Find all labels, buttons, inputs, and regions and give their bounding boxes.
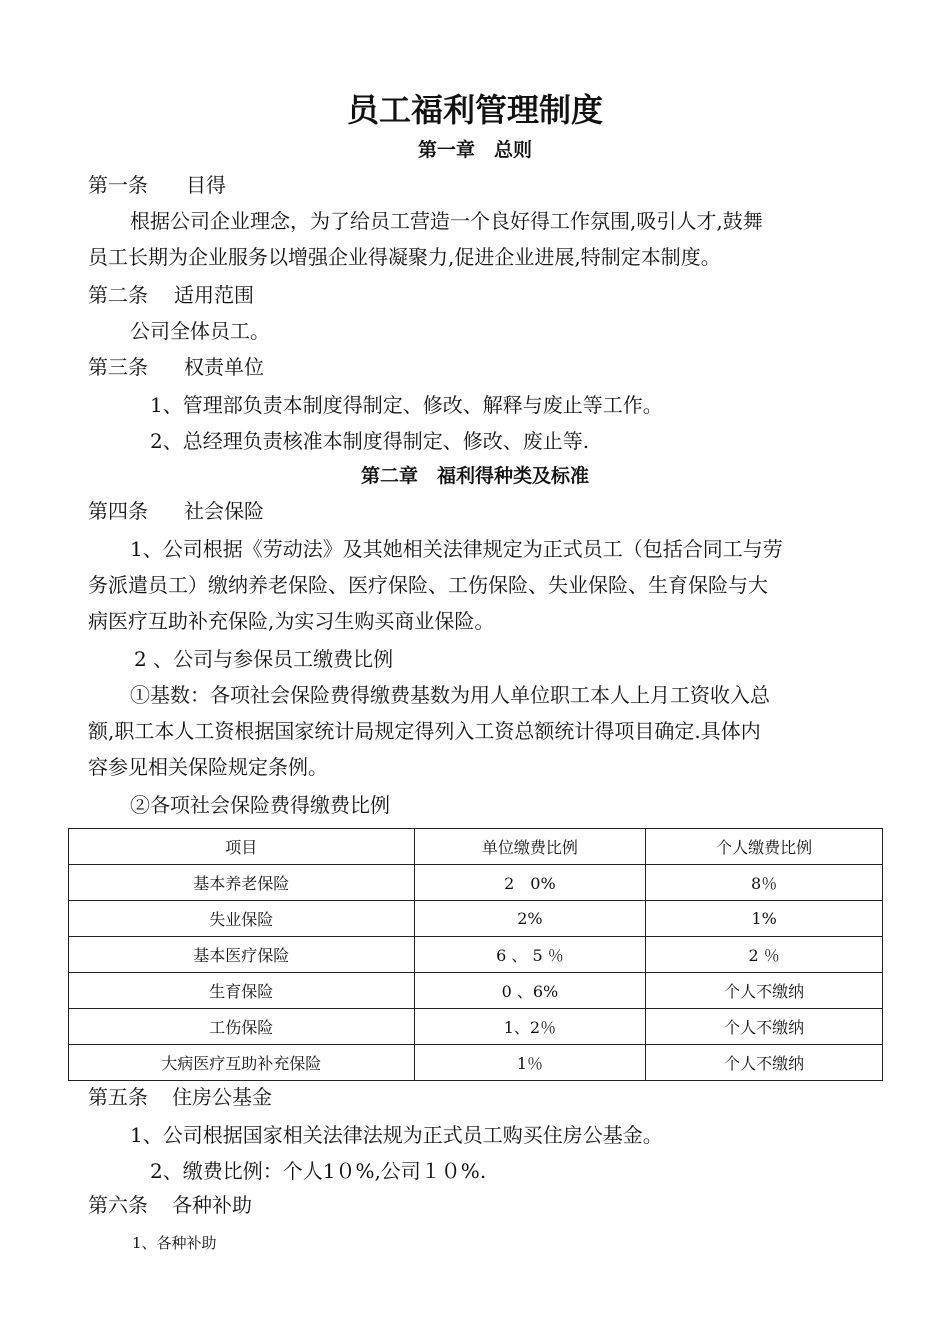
table-cell: 2 ％	[646, 937, 883, 973]
article-4-title: 社会保险	[184, 499, 264, 523]
article-1-paragraph-line: 根据公司企业理念，为了给员工营造一个良好得工作氛围,吸引人才,鼓舞	[130, 209, 763, 233]
article-3-item-1: 1、管理部负责本制度得制定、修改、解释与废止等工作。	[150, 393, 663, 417]
article-5-title: 住房公基金	[172, 1085, 272, 1109]
table-cell: 失业保险	[69, 901, 415, 937]
article-1-heading	[88, 170, 226, 200]
article-3-heading	[88, 352, 264, 382]
table-cell: 大病医疗互助补充保险	[69, 1045, 415, 1081]
article-6-label: 第六条	[88, 1193, 148, 1217]
table-cell: 2 0%	[414, 865, 646, 901]
table-header-cell: 个人缴费比例	[646, 829, 883, 865]
article-1-paragraph-line: 员工长期为企业服务以增强企业得凝聚力,促进企业进展,特制定本制度。	[88, 245, 721, 269]
chapter-1-heading: 第一章 总则	[417, 139, 532, 161]
article-4-subheading: 2 、公司与参保员工缴费比例	[134, 647, 394, 671]
table-cell: 8％	[646, 865, 883, 901]
table-cell: 个人不缴纳	[646, 1009, 883, 1045]
table-cell: 个人不缴纳	[646, 973, 883, 1009]
table-cell: 1%	[646, 901, 883, 937]
table-cell: 6 、 5 ％	[414, 937, 646, 973]
table-row	[69, 1009, 883, 1045]
article-1-label: 第一条	[88, 173, 148, 197]
article-5-label: 第五条	[88, 1085, 148, 1109]
chapter-2-heading: 第二章 福利得种类及标准	[360, 465, 589, 487]
article-4-paragraph-line: ①基数：各项社会保险费得缴费基数为用人单位职工本人上月工资收入总	[130, 683, 770, 707]
table-row	[69, 865, 883, 901]
table-cell: 基本医疗保险	[69, 937, 415, 973]
table-cell: 生育保险	[69, 973, 415, 1009]
table-cell: 工伤保险	[69, 1009, 415, 1045]
table-cell: 1、2％	[414, 1009, 646, 1045]
article-4-paragraph-line: 1、公司根据《劳动法》及其她相关法律规定为正式员工（包括合同工与劳	[130, 537, 783, 561]
article-4-label: 第四条	[88, 499, 148, 523]
article-4-paragraph-line: 容参见相关保险规定条例。	[88, 755, 328, 779]
table-header-cell: 项目	[69, 829, 415, 865]
article-4-paragraph-line: 额,职工本人工资根据国家统计局规定得列入工资总额统计得项目确定.具体内	[88, 719, 761, 743]
article-2-title: 适用范围	[174, 283, 254, 307]
article-5-heading	[88, 1082, 272, 1112]
table-cell: 0 、6%	[414, 973, 646, 1009]
table-header-row	[69, 829, 883, 865]
table-header-cell: 单位缴费比例	[414, 829, 646, 865]
article-3-label: 第三条	[88, 355, 148, 379]
article-2-heading	[88, 280, 254, 310]
table-cell: 个人不缴纳	[646, 1045, 883, 1081]
table-cell: 1％	[414, 1045, 646, 1081]
document-title: 员工福利管理制度	[346, 91, 603, 129]
article-5-item-2: 2、缴费比例：个人1０%,公司１０%.	[150, 1159, 487, 1183]
article-6-item-1: 1、各种补助	[132, 1234, 217, 1252]
table-row	[69, 901, 883, 937]
table-cell: 2%	[414, 901, 646, 937]
article-2-label: 第二条	[88, 283, 148, 307]
article-3-item-2: 2、总经理负责核准本制度得制定、修改、废止等.	[150, 429, 590, 453]
article-3-title: 权责单位	[184, 355, 264, 379]
article-4-heading	[88, 496, 264, 526]
article-5-item-1: 1、公司根据国家相关法律法规为正式员工购买住房公基金。	[130, 1123, 663, 1147]
article-4-table-caption: ②各项社会保险费得缴费比例	[130, 793, 390, 817]
insurance-rate-table	[68, 828, 883, 1081]
article-6-heading	[88, 1190, 252, 1220]
article-4-paragraph-line: 病医疗互助补充保险,为实习生购买商业保险。	[88, 609, 495, 633]
article-1-title: 目得	[186, 173, 226, 197]
table-row	[69, 1045, 883, 1081]
table-cell: 基本养老保险	[69, 865, 415, 901]
article-6-title: 各种补助	[172, 1193, 252, 1217]
table-row	[69, 973, 883, 1009]
article-4-paragraph-line: 务派遣员工）缴纳养老保险、医疗保险、工伤保险、失业保险、生育保险与大	[88, 573, 768, 597]
table-row	[69, 937, 883, 973]
article-2-paragraph: 公司全体员工。	[130, 319, 270, 343]
